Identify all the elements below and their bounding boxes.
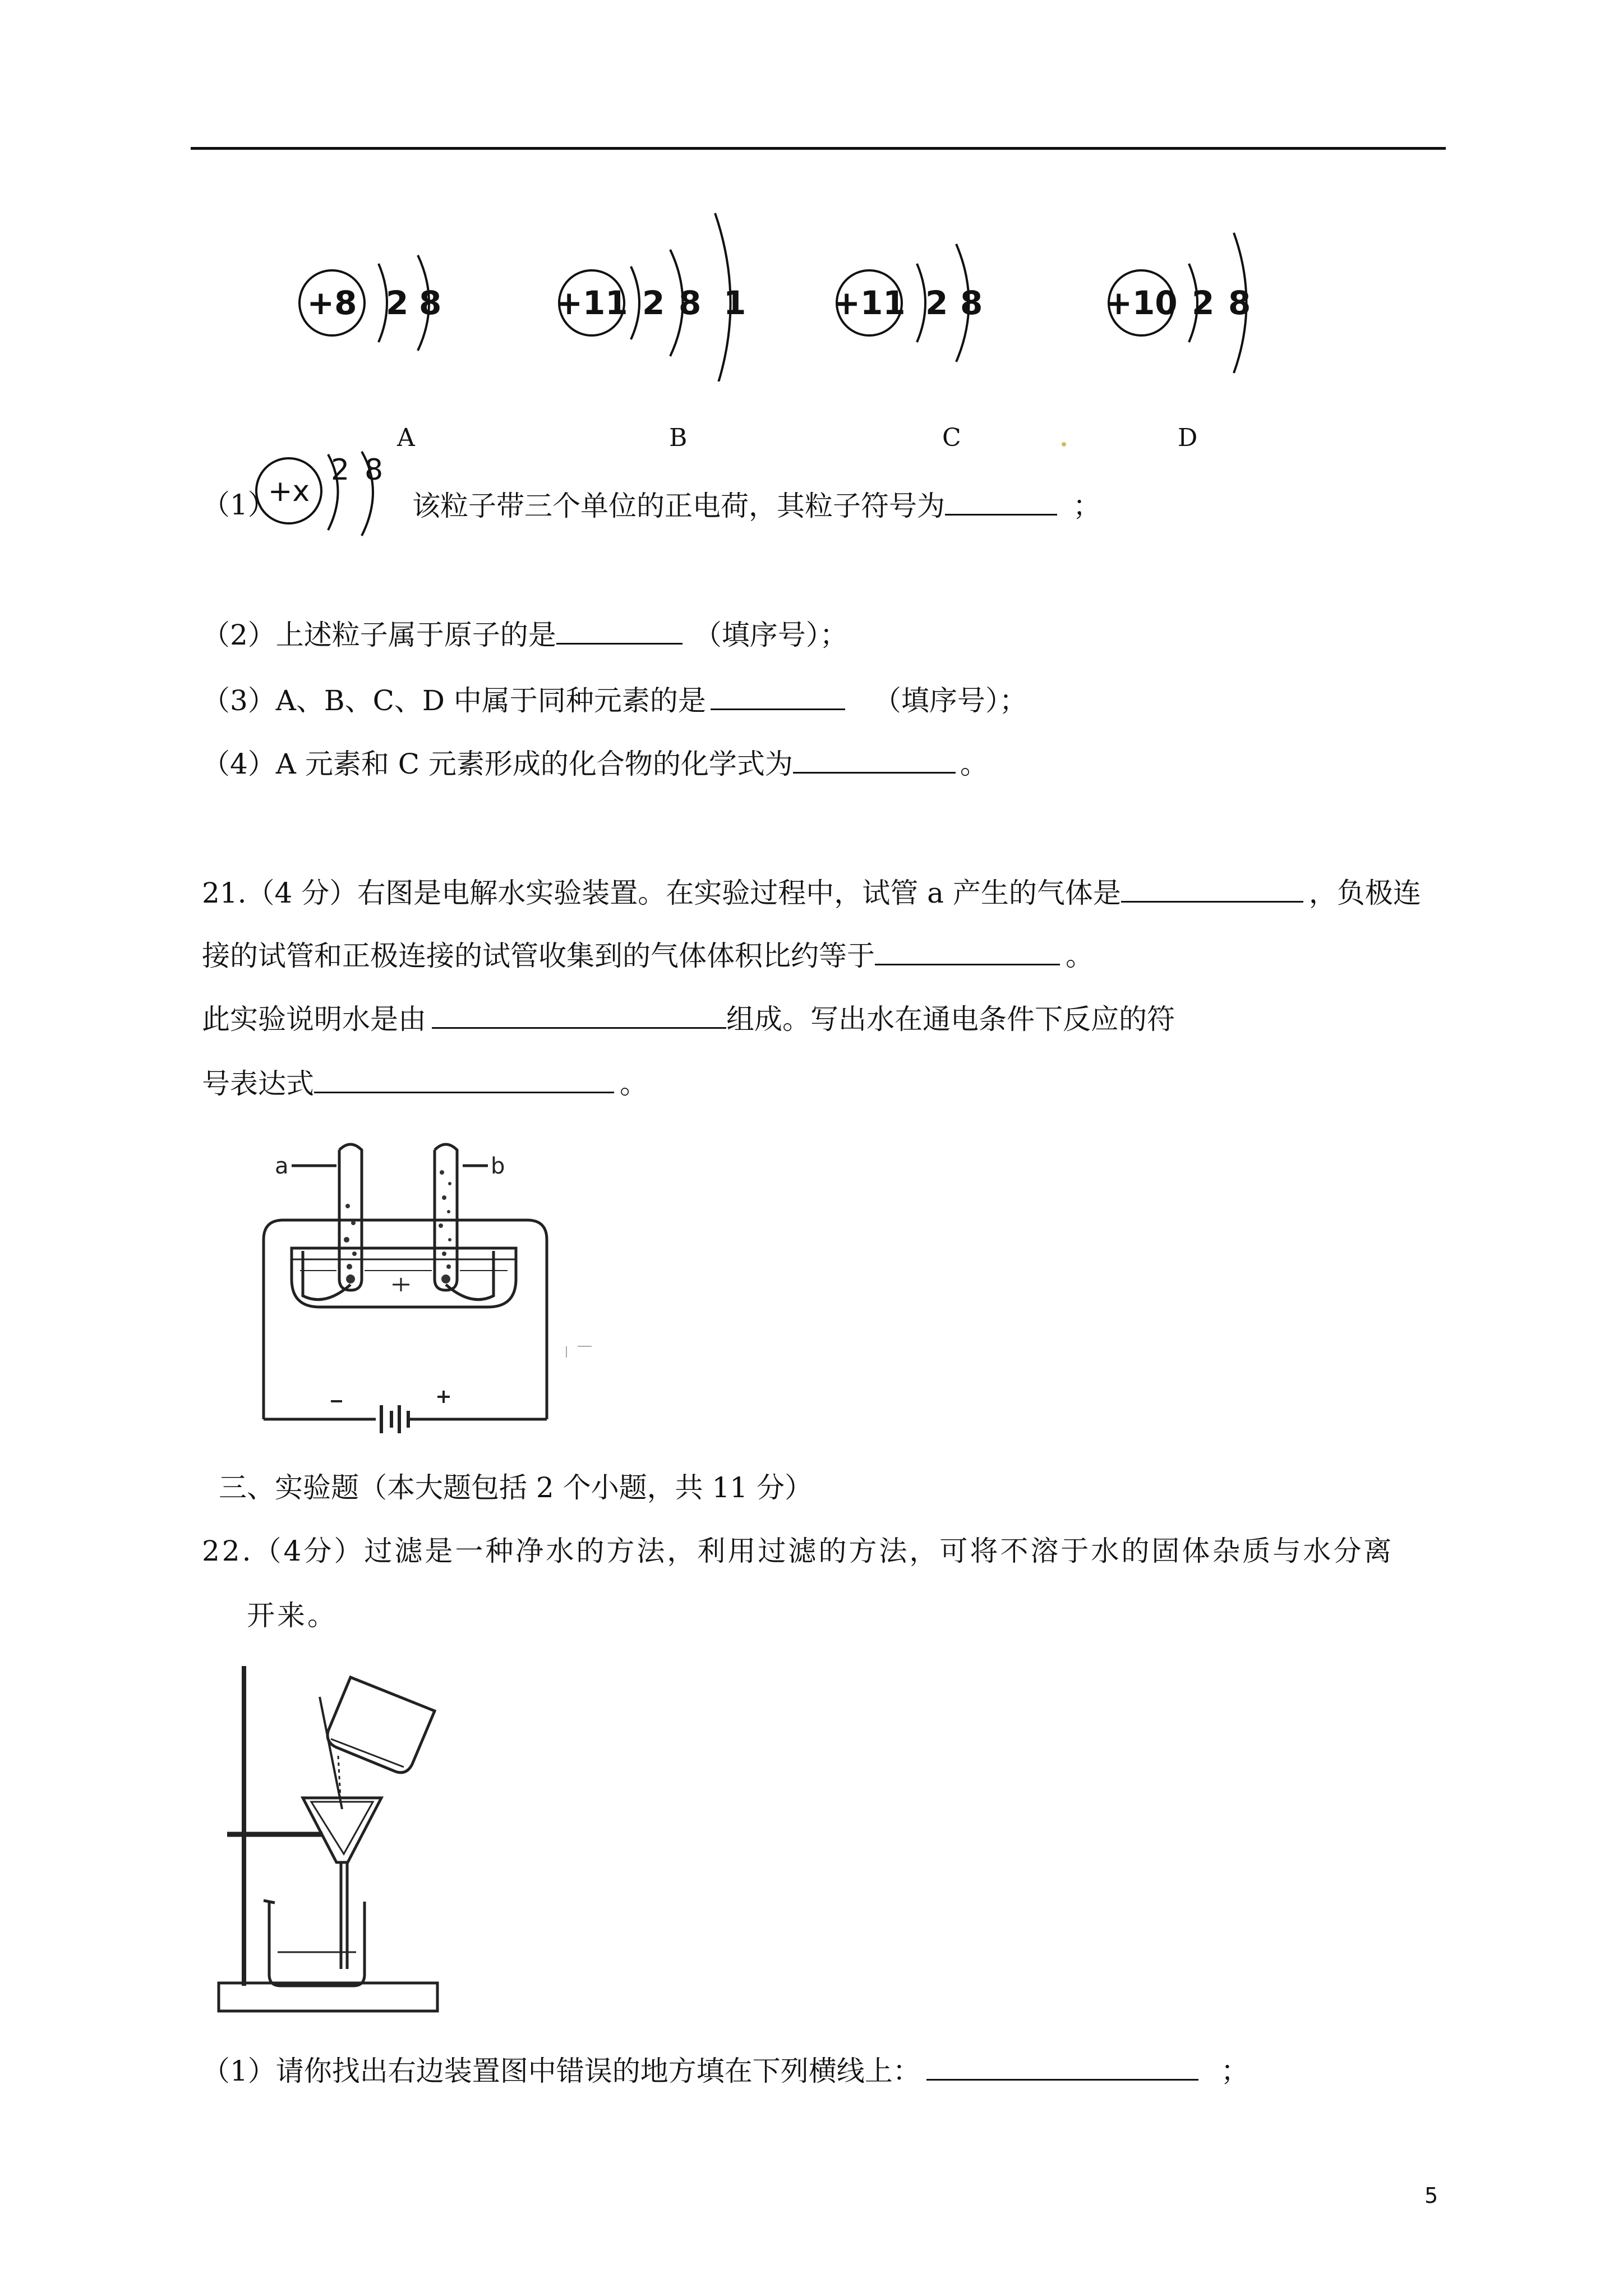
q22-line2: 开来。 xyxy=(247,1599,338,1632)
header-rule xyxy=(191,147,1446,150)
q20-part4-blank[interactable] xyxy=(793,745,956,774)
atom-b-shell-3: 1 xyxy=(723,284,746,322)
q21-line4-text: 号表达式 xyxy=(202,1068,314,1100)
q21-line1-text: 21.（4 分）右图是电解水实验装置。在实验过程中，试管 a 产生的气体是 xyxy=(202,877,1121,909)
atom-d-shell-1: 2 xyxy=(1192,284,1215,322)
q20-part2-text: （2）上述粒子属于原子的是 xyxy=(202,619,556,651)
atom-c-shell-1: 2 xyxy=(925,284,948,322)
q20-part4 xyxy=(202,745,988,782)
q20-part3-post: （填序号）； xyxy=(873,684,1027,717)
q21-line3 xyxy=(202,1000,1175,1037)
atom-a-nucleus: +8 xyxy=(307,284,357,322)
q21-blank-composition[interactable] xyxy=(432,1000,726,1029)
q20-part1-text: 该粒子带三个单位的正电荷，其粒子符号为 xyxy=(412,490,945,522)
atom-d-diagram xyxy=(1105,233,1251,373)
q20-part1-blank[interactable] xyxy=(945,487,1057,516)
q21-blank-gas-a[interactable] xyxy=(1121,874,1303,903)
ion-x-diagram xyxy=(252,435,393,547)
tube-label-b: b xyxy=(491,1153,505,1179)
stray-dot xyxy=(1062,442,1066,447)
q21-line1-post: ，负极连 xyxy=(1308,877,1421,909)
ion-x-nucleus: +x xyxy=(268,475,310,508)
q21-line2-post: 。 xyxy=(1066,940,1094,972)
q22-part1 xyxy=(202,2052,1249,2089)
atom-a-shell-1: 2 xyxy=(386,284,409,322)
q21-line2 xyxy=(202,937,1094,974)
electrolysis-apparatus xyxy=(247,1139,594,1453)
tube-label-a: a xyxy=(275,1153,289,1179)
atom-label-d: D xyxy=(1178,424,1198,452)
page-number: 5 xyxy=(1424,2183,1438,2208)
q21-blank-ratio[interactable] xyxy=(875,937,1060,965)
q21-line4 xyxy=(202,1065,648,1102)
atom-label-c: C xyxy=(942,424,961,452)
q21-line2-text: 接的试管和正极连接的试管收集到的气体体积比约等于 xyxy=(202,940,875,972)
q22-part1-text: （1）请你找出右边装置图中错误的地方填在下列横线上： xyxy=(202,2055,921,2087)
atom-b-nucleus: +11 xyxy=(555,284,628,322)
atom-label-b: B xyxy=(669,424,688,452)
atom-c-diagram xyxy=(833,244,983,362)
atom-label-a: A xyxy=(397,424,415,452)
q21-line4-post: 。 xyxy=(620,1068,648,1100)
atom-c-nucleus: +11 xyxy=(833,284,906,322)
ion-x-shell-1: 2 xyxy=(331,453,350,487)
q22-part1-post: ； xyxy=(1220,2055,1249,2087)
atom-b-shell-2: 8 xyxy=(679,284,702,322)
q21-blank-equation[interactable] xyxy=(314,1065,614,1093)
q20-part3-blank[interactable] xyxy=(711,682,845,710)
q21-line3-text: 此实验说明水是由 xyxy=(202,1003,426,1036)
q20-part1-line xyxy=(412,487,1101,524)
q21-line3-post: 组成。写出水在通电条件下反应的符 xyxy=(726,1003,1175,1036)
atom-c-shell-2: 8 xyxy=(960,284,983,322)
atom-a-diagram xyxy=(299,255,441,351)
atom-d-nucleus: +10 xyxy=(1105,284,1178,322)
q20-part4-post: 。 xyxy=(960,748,988,780)
q20-part2-blank[interactable] xyxy=(556,616,683,645)
q20-part2-post: （填序号）； xyxy=(693,619,848,651)
section3-heading: 三、实验题（本大题包括 2 个小题，共 11 分） xyxy=(219,1471,813,1504)
q20-part2 xyxy=(202,616,848,653)
q21-line1 xyxy=(202,874,1421,911)
q22-line1: 22.（4分）过滤是一种净水的方法，利用过滤的方法，可将不溶于水的固体杂质与水分离 xyxy=(202,1535,1394,1567)
q20-part3 xyxy=(202,682,1027,719)
atom-d-shell-2: 8 xyxy=(1228,284,1251,322)
q20-part4-text: （4）A 元素和 C 元素形成的化合物的化学式为 xyxy=(202,748,793,780)
atom-b-shell-1: 2 xyxy=(642,284,665,322)
q20-part1-end: ； xyxy=(1073,490,1101,522)
q20-part3-text: （3）A、B、C、D 中属于同种元素的是 xyxy=(202,684,706,717)
q22-part1-blank[interactable] xyxy=(926,2052,1198,2081)
ion-x-shell-2: 8 xyxy=(365,453,384,487)
q20-part1-prefix: （1） xyxy=(202,489,276,521)
filtration-apparatus xyxy=(210,1660,451,2025)
atom-diagrams xyxy=(280,202,1290,381)
atom-a-shell-2: 8 xyxy=(419,284,442,322)
atom-b-diagram xyxy=(555,213,746,381)
